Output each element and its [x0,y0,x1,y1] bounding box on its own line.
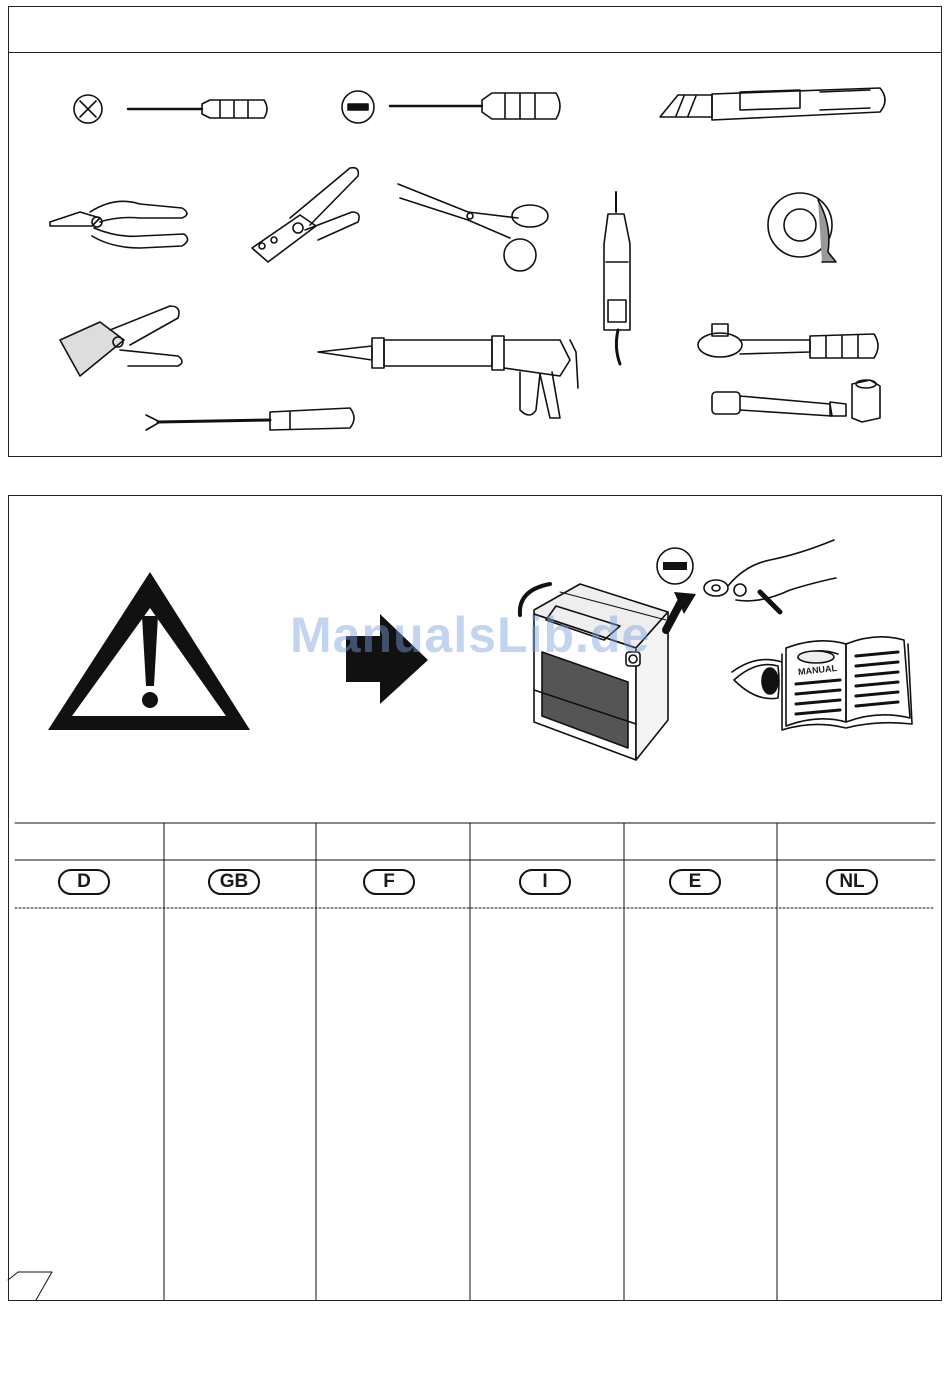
language-badge-f: F [363,869,415,895]
scissors-icon [398,184,548,271]
wire-stripper-icon [60,306,182,376]
crimping-pliers-icon [252,168,359,262]
warning-triangle-icon [48,572,250,730]
phillips-screwdriver-icon [74,95,267,123]
negative-terminal-icon [657,540,836,630]
trim-removal-tool-icon [146,408,354,430]
caulking-gun-icon [318,336,578,418]
eye-icon [732,660,782,699]
flat-screwdriver-icon [342,91,560,123]
ratchet-wrench-icon [698,324,878,358]
side-cutter-pliers-icon [50,201,188,248]
voltage-tester-icon [604,192,630,364]
insulating-tape-icon [768,193,836,262]
language-badge-gb: GB [208,869,260,895]
language-badge-nl: NL [826,869,878,895]
watermark: ManualsLib.de [290,607,651,663]
page-corner-mark [8,1272,52,1300]
language-badge-i: I [519,869,571,895]
language-table [15,823,935,1300]
language-badge-d: D [58,869,110,895]
language-badge-e: E [669,869,721,895]
utility-knife-icon [660,88,885,120]
manual-label: MANUAL [797,662,838,678]
socket-extension-icon [712,380,880,422]
manual-book-icon [782,637,912,730]
